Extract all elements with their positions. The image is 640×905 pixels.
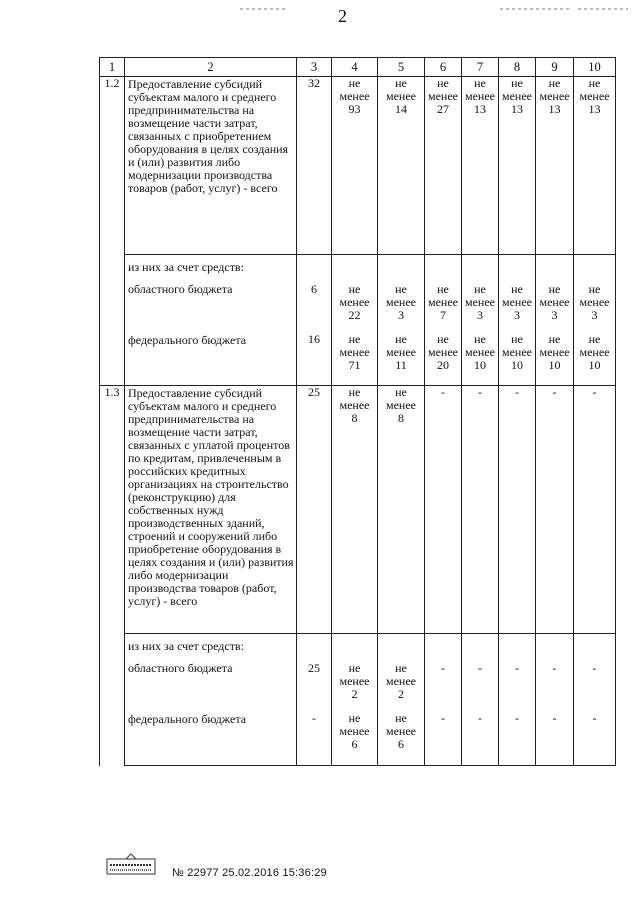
value-line: не <box>474 76 486 90</box>
value-line: не <box>511 331 523 346</box>
value-line: не <box>437 76 449 90</box>
value-line: - <box>592 710 597 725</box>
value-cell <box>332 712 378 766</box>
value-cell <box>499 712 536 766</box>
value-line: - <box>515 710 519 725</box>
value-cell <box>499 333 536 386</box>
value-line: - <box>552 710 557 725</box>
value-line: 13 <box>548 102 561 116</box>
value-line: - <box>515 660 519 675</box>
table-row <box>100 333 616 386</box>
value-line: не <box>395 331 407 346</box>
value-line: менее <box>339 344 370 359</box>
value-cell <box>499 658 536 712</box>
value-line: не <box>348 331 361 346</box>
value-cell <box>332 77 378 255</box>
value-line: менее <box>386 673 416 688</box>
value-cell <box>536 279 574 333</box>
value-line: менее <box>428 89 458 103</box>
value-cell <box>462 333 499 386</box>
value-cell <box>425 386 462 634</box>
value-line: менее <box>579 89 610 103</box>
value-line: - <box>552 385 557 399</box>
value-line: - <box>592 660 597 675</box>
value-line: не <box>474 331 486 346</box>
value-cell <box>574 712 616 766</box>
value-cell <box>574 386 616 634</box>
value-cell <box>425 333 462 386</box>
value-line: менее <box>539 344 570 359</box>
value-cell <box>378 712 425 766</box>
value-line: менее <box>339 673 370 688</box>
value-cell <box>574 279 616 333</box>
value-line: не <box>588 331 601 346</box>
header-cell: 4 <box>332 58 378 77</box>
header-cell: 1 <box>100 58 125 77</box>
indicators-table <box>99 57 616 766</box>
header-row <box>100 58 616 77</box>
value-line: 3 <box>591 307 598 322</box>
value-line: менее <box>502 344 532 359</box>
value-line: менее <box>465 294 495 309</box>
value-cell <box>574 658 616 712</box>
scan-artifact <box>500 8 570 10</box>
value-line: 3 <box>477 307 483 322</box>
table-row <box>100 279 616 333</box>
value-line: 71 <box>348 357 361 372</box>
row-description: Предоставление субсидий субъектам малого и среднего предпринимательства на возмещение части затрат, связанных с уплатой процентов по кредитам, привлеченным в российских кредитных организациях на строительство (реконструкцию) для собственных нужд производственных зданий, строений и сооружений либо приобретение оборудования в целях создания и (или) развития либо модернизации производства товаров (работ, услуг) - всего <box>125 386 297 634</box>
value-line: - <box>552 660 557 675</box>
value-cell <box>499 77 536 255</box>
value-line: 6 <box>351 736 358 751</box>
value-cell <box>462 658 499 712</box>
registry-seal-icon <box>106 853 156 875</box>
value-line: 11 <box>395 357 407 372</box>
value-line: не <box>548 331 561 346</box>
sources-label: из них за счет средств: <box>125 634 297 658</box>
table-row <box>100 386 616 634</box>
value-line: менее <box>428 344 458 359</box>
value-line: 3 <box>514 307 520 322</box>
federal-budget-label: федерального бюджета <box>125 712 297 766</box>
table-row <box>100 712 616 766</box>
total-value: 32 <box>297 77 332 255</box>
value-line: 7 <box>440 307 446 322</box>
header-cell: 8 <box>499 58 536 77</box>
value-line: менее <box>386 344 416 359</box>
value-line: не <box>511 281 523 296</box>
value-line: менее <box>539 89 570 103</box>
value-line: 13 <box>511 102 523 116</box>
value-line: - <box>478 710 482 725</box>
value-cell <box>536 333 574 386</box>
value-line: 13 <box>588 102 601 116</box>
value-line: 8 <box>398 411 404 425</box>
value-line: 27 <box>437 102 449 116</box>
value-line: менее <box>339 398 370 412</box>
value-line: менее <box>539 294 570 309</box>
value-cell <box>462 386 499 634</box>
sources-label: из них за счет средств: <box>125 255 297 279</box>
value-cell <box>462 77 499 255</box>
value-line: не <box>395 660 407 675</box>
row-number: 1.2 <box>100 77 125 386</box>
value-line: не <box>437 331 449 346</box>
value-line: 10 <box>588 357 601 372</box>
value-line: - <box>478 385 482 399</box>
header-cell: 3 <box>297 58 332 77</box>
value-line: менее <box>502 89 532 103</box>
value-line: не <box>348 385 361 399</box>
value-line: 2 <box>398 686 404 701</box>
value-line: 93 <box>348 102 361 116</box>
value-line: менее <box>428 294 458 309</box>
value-line: не <box>474 281 486 296</box>
value-cell <box>425 712 462 766</box>
page-number: 2 <box>338 6 348 26</box>
table-row <box>100 658 616 712</box>
value-line: менее <box>579 344 610 359</box>
value-line: 10 <box>548 357 561 372</box>
value-line: не <box>548 281 561 296</box>
value-cell <box>378 333 425 386</box>
table-row <box>100 634 616 658</box>
value-cell <box>425 279 462 333</box>
value-line: 3 <box>551 307 558 322</box>
value-cell <box>536 386 574 634</box>
value-cell <box>536 658 574 712</box>
value-line: менее <box>386 723 416 738</box>
header-cell: 7 <box>462 58 499 77</box>
total-value: 25 <box>297 386 332 634</box>
value-cell <box>425 658 462 712</box>
value-cell <box>462 712 499 766</box>
scan-artifact <box>240 8 288 10</box>
value-line: 8 <box>351 411 358 425</box>
value-line: 10 <box>511 357 523 372</box>
regional-total: 25 <box>297 658 332 712</box>
table-row <box>100 255 616 279</box>
regional-budget-label: областного бюджета <box>125 658 297 712</box>
value-line: - <box>441 660 445 675</box>
header-cell: 6 <box>425 58 462 77</box>
document-stamp: № 22977 25.02.2016 15:36:29 <box>172 867 327 879</box>
federal-total: 16 <box>297 333 332 386</box>
value-line: 10 <box>474 357 486 372</box>
value-line: не <box>588 76 601 90</box>
value-line: - <box>441 710 445 725</box>
value-line: не <box>395 76 407 90</box>
value-line: 13 <box>474 102 486 116</box>
value-cell <box>378 386 425 634</box>
value-line: не <box>588 281 601 296</box>
value-line: не <box>511 76 523 90</box>
header-cell: 5 <box>378 58 425 77</box>
regional-budget-label: областного бюджета <box>125 279 297 333</box>
value-line: 22 <box>348 307 361 322</box>
value-line: менее <box>339 89 370 103</box>
value-line: 6 <box>398 736 404 751</box>
value-cell <box>536 712 574 766</box>
table-row <box>100 77 616 255</box>
header-cell: 2 <box>125 58 297 77</box>
value-line: не <box>348 660 361 675</box>
regional-total: 6 <box>297 279 332 333</box>
value-line: менее <box>339 723 370 738</box>
value-cell <box>332 386 378 634</box>
value-cell <box>378 279 425 333</box>
value-cell <box>425 77 462 255</box>
value-line: менее <box>579 294 610 309</box>
value-cell <box>378 658 425 712</box>
value-cell <box>332 658 378 712</box>
value-line: не <box>348 281 361 296</box>
value-cell <box>462 279 499 333</box>
value-line: не <box>395 710 407 725</box>
value-line: менее <box>386 89 416 103</box>
value-line: не <box>395 385 407 399</box>
value-cell <box>499 279 536 333</box>
federal-total: - <box>297 712 332 766</box>
value-line: - <box>515 385 519 399</box>
value-cell <box>574 333 616 386</box>
value-line: - <box>478 660 482 675</box>
value-line: не <box>395 281 407 296</box>
value-line: менее <box>339 294 370 309</box>
value-cell <box>378 77 425 255</box>
header-cell: 9 <box>536 58 574 77</box>
row-description: Предоставление субсидий субъектам малого и среднего предпринимательства на возмещение части затрат, связанных с приобретением оборудования в целях создания и (или) развития либо модернизации производства товаров (работ, услуг) - всего <box>125 77 297 255</box>
value-line: не <box>348 710 361 725</box>
header-cell: 10 <box>574 58 616 77</box>
value-line: не <box>548 76 561 90</box>
value-line: не <box>437 281 449 296</box>
value-line: менее <box>386 398 416 412</box>
federal-budget-label: федерального бюджета <box>125 333 297 386</box>
value-line: менее <box>465 89 495 103</box>
value-line: 2 <box>351 686 358 701</box>
value-line: - <box>592 385 597 399</box>
value-cell <box>574 77 616 255</box>
value-line: 20 <box>437 357 449 372</box>
value-line: не <box>348 76 361 90</box>
row-number: 1.3 <box>100 386 125 766</box>
value-cell <box>499 386 536 634</box>
value-cell <box>332 333 378 386</box>
value-cell <box>536 77 574 255</box>
scan-artifact <box>578 8 628 10</box>
value-line: 3 <box>398 307 404 322</box>
value-cell <box>332 279 378 333</box>
value-line: - <box>441 385 445 399</box>
value-line: 14 <box>395 102 407 116</box>
value-line: менее <box>386 294 416 309</box>
value-line: менее <box>502 294 532 309</box>
value-line: менее <box>465 344 495 359</box>
